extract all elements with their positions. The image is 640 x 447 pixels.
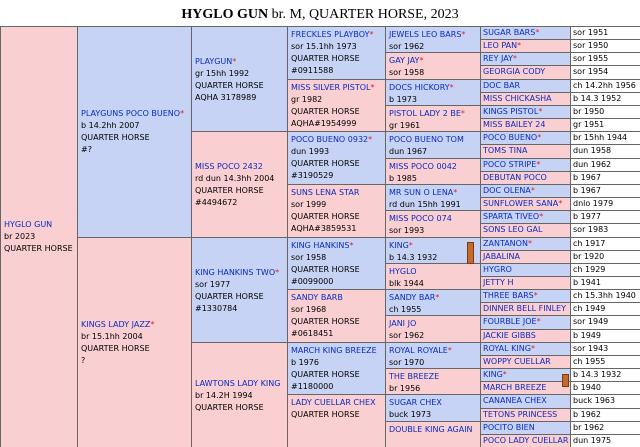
g5-horse-cell-5[interactable] [480, 92, 571, 106]
g5-horse-cell-25[interactable] [480, 355, 571, 369]
g5-horse-cell-28[interactable] [480, 394, 571, 409]
photo-marker-icon[interactable] [562, 374, 569, 387]
g5-horse-cell-3[interactable] [480, 65, 571, 80]
horse-info-line: gr 1982 [291, 95, 323, 104]
horse-info-line: QUARTER HORSE [195, 402, 264, 412]
horse-info-line: sor 1958 [291, 253, 327, 262]
star-marker: * [453, 188, 458, 197]
star-marker: * [368, 135, 373, 144]
g5-horse-info-29: b 1962 [570, 408, 640, 422]
horse-info-line: AQHA#1954999 [291, 119, 357, 128]
horse-info-line: #0911588 [291, 66, 334, 75]
g5-horse-cell-29[interactable] [480, 408, 571, 422]
g5-horse-cell-0[interactable] [480, 26, 571, 40]
g5-horse-info-5: b 14.3 1952 [570, 92, 640, 106]
g5-horse-name-12[interactable]: DOC OLENA [483, 186, 531, 195]
g4-horse-cell-13[interactable] [385, 368, 481, 395]
horse-info-line: AQHA#3859531 [291, 224, 357, 233]
g3-horse-name-0[interactable]: FRECKLES PLAYBOY [291, 30, 370, 39]
g1-horse-name-1[interactable]: KINGS LADY JAZZ [81, 319, 151, 329]
star-marker: * [408, 241, 413, 250]
g3-horse-name-2[interactable]: POCO BUENO 0932 [291, 135, 369, 144]
g5-horse-cell-16[interactable] [480, 237, 571, 251]
g4-horse-name-5[interactable]: MISS POCO 0042 [389, 162, 457, 171]
star-marker: * [533, 291, 538, 300]
horse-info-line: sor 1999 [291, 200, 327, 209]
g3-horse-cell-4[interactable] [287, 237, 386, 290]
horse-info-line: b 14.2hh 2007 [81, 121, 140, 130]
g5-horse-name-4[interactable]: DOC BAR [483, 81, 521, 90]
g1-horse-cell-1[interactable] [77, 237, 192, 447]
g5-horse-info-20: ch 15.3hh 1940 [570, 289, 640, 303]
g3-horse-cell-5[interactable] [287, 289, 386, 343]
horse-info-line: sor 1970 [389, 358, 425, 367]
g4-horse-cell-14[interactable] [385, 394, 481, 422]
horse-info-line: QUARTER HORSE [291, 107, 360, 116]
g4-horse-cell-1[interactable] [385, 52, 481, 80]
g4-horse-name-13[interactable]: THE BREEZE [389, 372, 440, 381]
g5-horse-cell-9[interactable] [480, 144, 571, 159]
star-marker: * [449, 83, 454, 92]
g5-horse-cell-31[interactable] [480, 434, 571, 447]
horse-info-line: buck 1973 [389, 410, 432, 419]
g5-horse-info-23: b 1949 [570, 329, 640, 343]
star-marker: * [461, 30, 466, 39]
g2-horse-cell-3[interactable] [191, 342, 288, 447]
horse-info-line: QUARTER HORSE [195, 291, 264, 301]
g2-horse-cell-0[interactable] [191, 26, 288, 132]
g5-horse-info-6: br 1950 [570, 105, 640, 119]
star-marker: * [349, 241, 354, 250]
g3-horse-name-6[interactable]: MARCH KING BREEZE [291, 346, 377, 355]
g5-horse-name-13[interactable]: SUNFLOWER SANA [483, 199, 559, 208]
g5-horse-info-16: ch 1917 [570, 237, 640, 251]
g5-horse-cell-22[interactable] [480, 315, 571, 330]
g5-horse-name-31[interactable]: POCO LADY CUELLAR [483, 436, 569, 445]
star-marker: * [150, 319, 155, 329]
g5-horse-info-21: ch 1949 [570, 302, 640, 316]
g5-horse-name-21[interactable]: DINNER BELL FINLEY [483, 304, 566, 313]
g4-horse-cell-5[interactable] [385, 158, 481, 185]
g5-horse-info-7: gr 1951 [570, 118, 640, 132]
star-marker: * [536, 317, 541, 326]
g5-horse-name-11[interactable]: DEBUTAN POCO [483, 173, 547, 182]
g5-horse-name-18[interactable]: HYGRO [483, 265, 512, 274]
g3-horse-name-4[interactable]: KING HANKINS [291, 241, 350, 250]
horse-info-line: sor 1977 [195, 279, 231, 289]
g5-horse-cell-26[interactable] [480, 368, 571, 382]
horse-info-line: rd dun 14.3hh 2004 [195, 174, 275, 183]
g3-horse-name-3[interactable]: SUNS LENA STAR [291, 188, 360, 197]
g2-horse-cell-2[interactable] [191, 237, 288, 343]
g3-horse-cell-2[interactable] [287, 131, 386, 185]
g4-horse-name-7[interactable]: MISS POCO 074 [389, 214, 452, 223]
g4-horse-cell-3[interactable] [385, 105, 481, 132]
g4-horse-cell-4[interactable] [385, 131, 481, 159]
g4-horse-cell-12[interactable] [385, 342, 481, 369]
horse-info-line: QUARTER HORSE [291, 159, 360, 168]
g5-horse-info-11: b 1967 [570, 171, 640, 185]
g5-horse-cell-6[interactable] [480, 105, 571, 119]
star-marker: * [538, 107, 543, 116]
g4-horse-cell-11[interactable] [385, 315, 481, 343]
g4-horse-name-11[interactable]: JANI JO [389, 319, 417, 328]
g5-horse-cell-20[interactable] [480, 289, 571, 303]
g5-horse-info-0: sor 1951 [570, 26, 640, 40]
horse-info-line: QUARTER HORSE [195, 186, 264, 195]
g4-horse-name-10[interactable]: SANDY BAR [389, 293, 436, 302]
g5-horse-cell-4[interactable] [480, 79, 571, 93]
horse-info-line: ch 1955 [389, 305, 422, 314]
horse-info-line: QUARTER HORSE [291, 317, 360, 326]
g4-horse-name-3[interactable]: PISTOL LADY 2 BE [389, 109, 461, 118]
horse-info-line: ? [81, 355, 86, 365]
pedigree-title [0, 0, 640, 26]
g5-horse-name-10[interactable]: POCO STRIPE [483, 160, 537, 169]
horse-info-line: #4494672 [195, 198, 238, 207]
horse-info-line: blk 1944 [389, 279, 424, 288]
g5-horse-info-31: dun 1975 [570, 434, 640, 447]
g5-horse-name-1[interactable]: LEO PAN [483, 41, 518, 50]
g3-horse-cell-1[interactable] [287, 79, 386, 132]
g5-horse-info-24: sor 1943 [570, 342, 640, 356]
horse-info-line: QUARTER HORSE [81, 343, 150, 353]
g4-horse-name-1[interactable]: GAY JAY [389, 56, 420, 65]
g5-horse-name-5[interactable]: MISS CHICKASHA [483, 94, 552, 103]
horse-info-line: QUARTER HORSE [4, 244, 73, 253]
g4-horse-name-2[interactable]: DOCS HICKORY [389, 83, 450, 92]
horse-info-line: #0099000 [291, 277, 334, 286]
g5-horse-cell-24[interactable] [480, 342, 571, 356]
g3-horse-cell-6[interactable] [287, 342, 386, 395]
g5-horse-info-10: dun 1962 [570, 158, 640, 172]
g5-horse-name-30[interactable]: POCITO BIEN [483, 423, 535, 432]
star-marker: * [370, 83, 375, 92]
g2-horse-name-1[interactable]: MISS POCO 2432 [195, 162, 263, 171]
horse-info-line: QUARTER HORSE [291, 54, 360, 63]
horse-info-line: QUARTER HORSE [81, 133, 150, 142]
g5-horse-info-15: sor 1983 [570, 223, 640, 238]
star-marker: * [536, 160, 541, 169]
g5-horse-cell-21[interactable] [480, 302, 571, 316]
g5-horse-cell-15[interactable] [480, 223, 571, 238]
horse-info-line: b 1976 [291, 358, 319, 367]
g3-horse-cell-3[interactable] [287, 184, 386, 238]
g3-horse-name-1[interactable]: MISS SILVER PISTOL [291, 83, 371, 92]
g5-horse-info-19: b 1941 [570, 276, 640, 290]
horse-info-line: br 14.2H 1994 [195, 390, 253, 400]
horse-info-line: QUARTER HORSE [195, 80, 264, 90]
g5-horse-name-28[interactable]: CANANEA CHEX [483, 396, 547, 405]
g5-horse-name-25[interactable]: WOPPY CUELLAR [483, 357, 551, 366]
star-marker: * [419, 56, 424, 65]
g5-horse-cell-19[interactable] [480, 276, 571, 290]
g5-horse-info-17: br 1920 [570, 250, 640, 264]
g4-horse-cell-7[interactable] [385, 210, 481, 238]
g3-horse-cell-7[interactable] [287, 394, 386, 447]
g5-horse-cell-30[interactable] [480, 421, 571, 435]
horse-info-line: gr 15hh 1992 [195, 68, 250, 78]
g4-horse-name-15[interactable]: DOUBLE KING AGAIN [389, 425, 473, 434]
g5-horse-name-0[interactable]: SUGAR BARS [483, 28, 536, 37]
horse-info-line: sor 1962 [389, 42, 425, 51]
g5-horse-info-2: sor 1955 [570, 52, 640, 66]
horse-info-line: #3190529 [291, 171, 334, 180]
g4-horse-cell-0[interactable] [385, 26, 481, 53]
horse-info-line: QUARTER HORSE [291, 212, 360, 221]
horse-info-line: sor 1968 [291, 305, 327, 314]
g3-horse-cell-0[interactable] [287, 26, 386, 80]
g5-horse-info-8: br 15hh 1944 [570, 131, 640, 145]
g1-horse-name-0[interactable]: PLAYGUNS POCO BUENO [81, 109, 181, 118]
horse-info-line: sor 1993 [389, 226, 425, 235]
star-marker: * [530, 344, 535, 353]
horse-info-line: rd dun 15hh 1991 [389, 200, 461, 209]
g5-horse-cell-12[interactable] [480, 184, 571, 198]
star-marker: * [527, 239, 532, 248]
g5-horse-info-30: br 1962 [570, 421, 640, 435]
g5-horse-info-13: dnlo 1979 [570, 197, 640, 211]
g5-horse-info-3: sor 1954 [570, 65, 640, 80]
g5-horse-info-1: sor 1950 [570, 39, 640, 53]
g5-horse-cell-18[interactable] [480, 263, 571, 277]
horse-info-line: dun 1993 [291, 147, 330, 156]
star-marker: * [275, 267, 280, 277]
star-marker: * [558, 199, 563, 208]
g5-horse-cell-17[interactable] [480, 250, 571, 264]
horse-info-line: #? [81, 145, 92, 154]
g5-horse-info-26: b 14.3 1932 [570, 368, 640, 382]
g5-horse-name-24[interactable]: ROYAL KING [483, 344, 531, 353]
g5-horse-info-9: dun 1958 [570, 144, 640, 159]
horse-info-line: br 15.1hh 2004 [81, 331, 143, 341]
horse-details-heading: br. M, QUARTER HORSE, 2023 [271, 7, 459, 22]
horse-info-line: b 14.3 1932 [389, 253, 438, 262]
g2-horse-name-3[interactable]: LAWTONS LADY KING [195, 378, 281, 388]
g3-horse-name-7[interactable]: LADY CUELLAR CHEX [291, 398, 376, 407]
star-marker: * [435, 293, 440, 302]
g4-horse-name-9[interactable]: HYGLO [389, 267, 417, 276]
g4-horse-name-14[interactable]: SUGAR CHEX [389, 398, 442, 407]
g5-horse-name-29[interactable]: TETONS PRINCESS [483, 410, 558, 419]
horse-info-line: QUARTER HORSE [291, 410, 360, 419]
g5-horse-info-27: b 1940 [570, 381, 640, 395]
star-marker: * [447, 346, 452, 355]
g1-horse-cell-0[interactable] [77, 26, 192, 238]
g5-horse-name-26[interactable]: KING [483, 370, 503, 379]
horse-info-line: gr 1961 [389, 121, 421, 130]
star-marker: * [517, 41, 522, 50]
g5-horse-name-22[interactable]: FOURBLE JOE [483, 317, 537, 326]
g4-horse-cell-15[interactable] [385, 421, 481, 447]
horse-info-line: AQHA 3178989 [195, 92, 257, 102]
horse-info-line: br 1956 [389, 384, 421, 393]
horse-info-line: b 1985 [389, 174, 417, 183]
horse-info-line: #0618451 [291, 329, 334, 338]
pedigree-chart [0, 26, 640, 447]
g5-horse-cell-27[interactable] [480, 381, 571, 395]
g5-horse-info-25: ch 1955 [570, 355, 640, 369]
subject-horse-cell[interactable] [0, 26, 78, 447]
star-marker: * [513, 54, 517, 63]
horse-info-line: sor 15.1hh 1973 [291, 42, 357, 51]
horse-info-line: dun 1967 [389, 147, 428, 156]
subject-horse-name[interactable]: HYGLO GUN [4, 220, 53, 229]
g4-horse-cell-10[interactable] [385, 289, 481, 316]
horse-info-line: #1180000 [291, 382, 334, 391]
g4-horse-cell-6[interactable] [385, 184, 481, 211]
g5-horse-name-6[interactable]: KINGS PISTOL [483, 107, 539, 116]
g5-horse-cell-13[interactable] [480, 197, 571, 211]
horse-info-line: QUARTER HORSE [291, 265, 360, 274]
g5-horse-name-23[interactable]: JACKIE GIBBS [483, 331, 536, 340]
g5-horse-name-9[interactable]: TOMS TINA [483, 146, 528, 155]
g5-horse-cell-23[interactable] [480, 329, 571, 343]
g4-horse-name-8[interactable]: KING [389, 241, 409, 250]
g5-horse-name-8[interactable]: POCO BUENO [483, 133, 538, 142]
star-marker: * [537, 133, 542, 142]
star-marker: * [502, 370, 507, 379]
photo-marker-icon[interactable] [467, 242, 474, 264]
horse-info-line: QUARTER HORSE [291, 370, 360, 379]
g5-horse-cell-2[interactable] [480, 52, 571, 66]
star-marker: * [530, 186, 535, 195]
star-marker: * [180, 109, 185, 118]
g5-horse-name-14[interactable]: SPARTA TIVEO [483, 212, 540, 221]
g5-horse-info-28: buck 1963 [570, 394, 640, 409]
star-marker: * [232, 56, 237, 66]
star-marker: * [460, 109, 465, 118]
g4-horse-name-6[interactable]: MR SUN O LENA [389, 188, 454, 197]
g5-horse-name-17[interactable]: JABALINA [483, 252, 520, 261]
g5-horse-info-22: sor 1949 [570, 315, 640, 330]
g5-horse-cell-11[interactable] [480, 171, 571, 185]
g5-horse-name-2[interactable]: REY JAY [483, 54, 513, 63]
horse-info-line: sor 1958 [389, 68, 425, 77]
star-marker: * [535, 28, 540, 37]
g2-horse-name-0[interactable]: PLAYGUN [195, 56, 233, 66]
g5-horse-cell-14[interactable] [480, 210, 571, 224]
horse-name-heading: HYGLO GUN [181, 7, 269, 22]
g4-horse-cell-2[interactable] [385, 79, 481, 106]
g5-horse-name-20[interactable]: THREE BARS [483, 291, 534, 300]
g3-horse-name-5[interactable]: SANDY BARB [291, 293, 343, 302]
g5-horse-name-15[interactable]: SONS LEO GAL [483, 225, 543, 234]
g5-horse-info-4: ch 14.2hh 1956 [570, 79, 640, 93]
g2-horse-name-2[interactable]: KING HANKINS TWO [195, 267, 276, 277]
g5-horse-name-19[interactable]: JETTY H [483, 278, 514, 287]
g4-horse-name-4[interactable]: POCO BUENO TOM [389, 135, 464, 144]
star-marker: * [369, 30, 374, 39]
g5-horse-info-12: b 1967 [570, 184, 640, 198]
g5-horse-name-27[interactable]: MARCH BREEZE [483, 383, 547, 392]
g5-horse-info-18: ch 1929 [570, 263, 640, 277]
g5-horse-cell-1[interactable] [480, 39, 571, 53]
g4-horse-cell-9[interactable] [385, 263, 481, 290]
g5-horse-cell-7[interactable] [480, 118, 571, 132]
g5-horse-cell-8[interactable] [480, 131, 571, 145]
star-marker: * [539, 212, 544, 221]
g2-horse-cell-1[interactable] [191, 131, 288, 238]
horse-info-line: b 1973 [389, 95, 417, 104]
g5-horse-name-7[interactable]: MISS BAILEY 24 [483, 120, 546, 129]
horse-info-line: br 2023 [4, 232, 36, 241]
g5-horse-name-3[interactable]: GEORGIA CODY [483, 67, 546, 76]
g4-horse-name-12[interactable]: ROYAL ROYALE [389, 346, 448, 355]
g4-horse-name-0[interactable]: JEWELS LEO BARS [389, 30, 462, 39]
g5-horse-cell-10[interactable] [480, 158, 571, 172]
g5-horse-name-16[interactable]: ZANTANON [483, 239, 528, 248]
horse-info-line: #1330784 [195, 303, 238, 313]
horse-info-line: sor 1962 [389, 331, 425, 340]
g5-horse-info-14: b 1977 [570, 210, 640, 224]
